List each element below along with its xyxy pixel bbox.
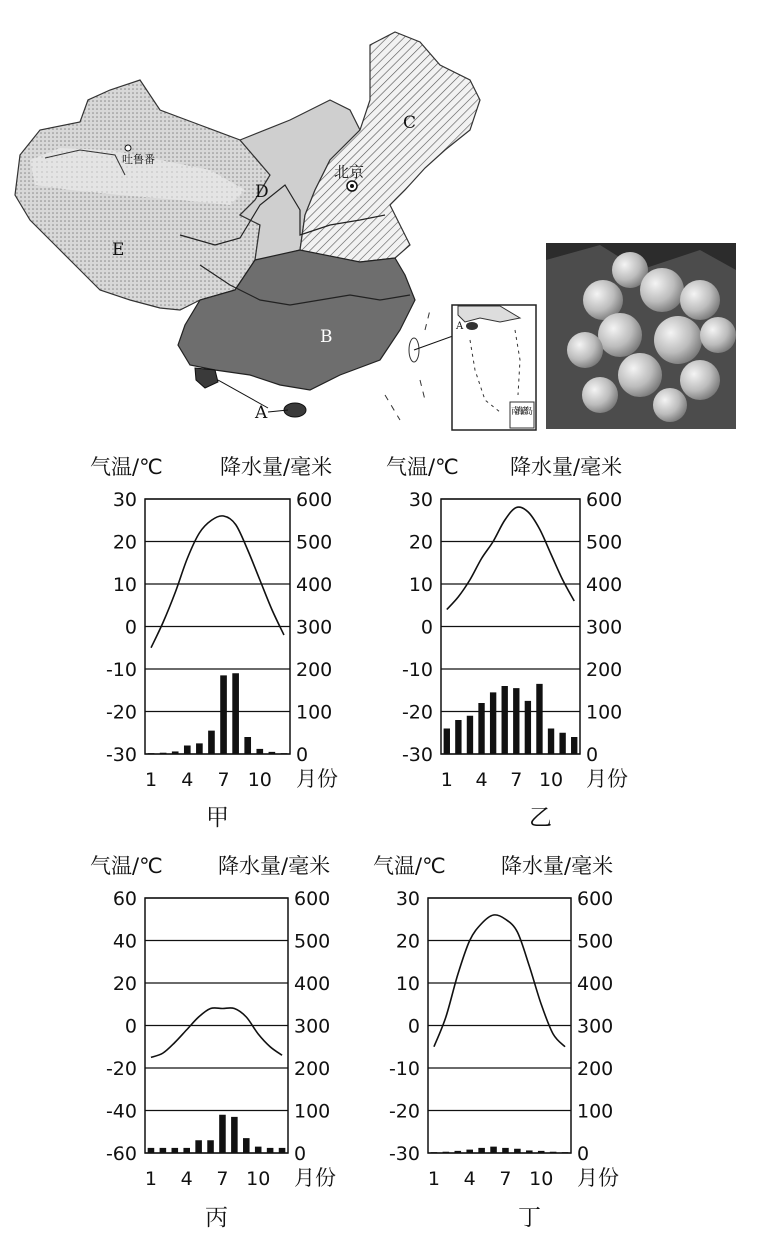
precip-bar — [172, 751, 179, 754]
region-a-area — [195, 368, 218, 388]
precip-bar — [431, 1152, 438, 1153]
precip-bar — [148, 753, 155, 754]
temp-tick-label: 0 — [124, 616, 137, 639]
precip-tick-label: 600 — [577, 888, 614, 910]
orange-photo — [546, 243, 736, 429]
precip-bar — [172, 1148, 179, 1153]
precip-axis-title: 降水量/毫米 — [501, 854, 614, 878]
temperature-line — [151, 516, 284, 648]
precip-tick-label: 200 — [296, 659, 333, 681]
precip-bar — [443, 1152, 450, 1153]
month-tick-label: 4 — [180, 1168, 193, 1190]
month-tick-label: 7 — [217, 769, 230, 791]
precip-bar — [184, 746, 191, 755]
precip-tick-label: 0 — [586, 744, 599, 766]
precip-bar — [513, 688, 519, 754]
month-axis-title: 月份 — [586, 767, 628, 791]
precip-tick-label: 500 — [296, 531, 333, 554]
region-label-a: A — [255, 403, 268, 423]
temp-tick-label: 0 — [420, 616, 433, 639]
temp-tick-label: 10 — [408, 574, 433, 596]
temperature-line — [447, 507, 574, 609]
climate-chart-2 — [386, 455, 628, 831]
temp-tick-label: 30 — [408, 489, 433, 511]
precip-bar — [232, 673, 239, 754]
precip-bar — [196, 743, 203, 754]
chart-caption: 乙 — [529, 805, 552, 831]
turpan-marker — [125, 145, 131, 151]
climate-charts — [90, 455, 628, 1231]
month-tick-label: 1 — [144, 1168, 158, 1190]
precip-axis-title: 降水量/毫米 — [218, 854, 331, 878]
inset-label-a: A — [456, 321, 464, 332]
month-tick-label: 10 — [246, 1168, 271, 1190]
climate-chart-1 — [90, 455, 338, 831]
precip-bar — [207, 1140, 214, 1153]
precip-bar — [267, 1148, 274, 1153]
precip-tick-label: 0 — [577, 1143, 590, 1165]
region-label-d: D — [255, 182, 269, 202]
precip-tick-label: 300 — [577, 1015, 614, 1038]
region-label-c: C — [403, 113, 417, 133]
temp-tick-label: 20 — [112, 973, 137, 995]
precip-tick-label: 600 — [586, 489, 623, 511]
temp-tick-label: -30 — [401, 744, 433, 766]
precip-bar — [195, 1140, 202, 1153]
temp-tick-label: 10 — [112, 574, 137, 596]
temp-tick-label: 30 — [112, 489, 137, 511]
precip-tick-label: 100 — [577, 1100, 614, 1123]
month-tick-label: 4 — [475, 769, 488, 791]
temp-tick-label: 20 — [395, 930, 420, 953]
temp-tick-label: -30 — [388, 1143, 420, 1165]
precip-tick-label: 300 — [294, 1015, 331, 1038]
precip-bar — [502, 686, 508, 754]
month-axis-title: 月份 — [296, 767, 338, 791]
precip-tick-label: 500 — [577, 930, 614, 953]
precip-bar — [514, 1149, 521, 1153]
precip-bar — [444, 729, 450, 755]
temp-tick-label: -40 — [105, 1100, 137, 1123]
precip-bar — [538, 1151, 545, 1153]
precip-bar — [571, 737, 577, 754]
temperature-line — [151, 1008, 282, 1058]
precip-tick-label: 600 — [294, 888, 331, 910]
precip-tick-label: 0 — [294, 1143, 307, 1165]
precip-bar — [466, 1150, 473, 1153]
temp-tick-label: -20 — [388, 1100, 420, 1123]
precip-bar — [536, 684, 542, 754]
chart-caption: 丁 — [518, 1205, 541, 1231]
beijing-label: 北京 — [334, 163, 365, 181]
precip-bar — [220, 675, 227, 754]
precip-bar — [455, 720, 461, 754]
precip-tick-label: 200 — [577, 1058, 614, 1080]
precip-bar — [467, 716, 473, 754]
temp-tick-label: -20 — [105, 1058, 137, 1080]
precip-bar — [502, 1148, 509, 1153]
turpan-label: 吐鲁番 — [122, 153, 155, 166]
month-tick-label: 1 — [427, 1168, 441, 1190]
precip-bar — [525, 701, 531, 754]
precip-tick-label: 600 — [296, 489, 333, 511]
month-tick-label: 7 — [216, 1168, 229, 1190]
leader-line-a-1 — [218, 380, 268, 408]
precip-axis-title: 降水量/毫米 — [220, 455, 333, 479]
chart-caption: 甲 — [206, 805, 229, 831]
month-tick-label: 7 — [499, 1168, 512, 1190]
south-china-sea-inset — [452, 305, 536, 430]
china-map — [15, 32, 525, 423]
month-axis-title: 月份 — [577, 1166, 619, 1190]
precip-tick-label: 200 — [294, 1058, 331, 1080]
precip-tick-label: 300 — [296, 616, 333, 639]
inset-caption: 南海诸岛 — [511, 407, 533, 417]
region-label-e: E — [112, 240, 125, 260]
month-tick-label: 4 — [181, 769, 194, 791]
month-tick-label: 10 — [538, 769, 564, 791]
precip-tick-label: 200 — [586, 659, 623, 681]
temp-tick-label: -10 — [388, 1058, 420, 1080]
month-axis-title: 月份 — [294, 1166, 336, 1190]
precip-bar — [148, 1148, 155, 1153]
precip-tick-label: 500 — [294, 930, 331, 953]
precip-bar — [269, 752, 276, 754]
precip-bar — [490, 1147, 497, 1153]
inset-region-a — [466, 322, 478, 330]
temp-axis-title: 气温/℃ — [90, 854, 163, 878]
temp-tick-label: 0 — [407, 1015, 420, 1038]
chart-caption: 丙 — [205, 1205, 228, 1231]
precip-bar — [183, 1148, 190, 1153]
precip-bar — [550, 1152, 557, 1153]
precip-bar — [244, 737, 251, 754]
precip-bar — [160, 1148, 167, 1153]
precip-bar — [526, 1150, 533, 1153]
beijing-marker-dot — [350, 184, 354, 188]
precip-bar — [231, 1117, 238, 1153]
precip-tick-label: 100 — [296, 701, 333, 724]
precip-bar — [256, 749, 263, 754]
temperature-line — [434, 915, 565, 1047]
precip-tick-label: 300 — [586, 616, 623, 639]
temp-tick-label: 0 — [124, 1015, 137, 1038]
precip-bar — [279, 1148, 286, 1153]
temp-tick-label: 30 — [395, 888, 420, 910]
precip-tick-label: 400 — [296, 574, 333, 596]
precip-bar — [243, 1138, 250, 1153]
precip-axis-title: 降水量/毫米 — [510, 455, 623, 479]
precip-tick-label: 100 — [586, 701, 623, 724]
precip-tick-label: 0 — [296, 744, 309, 766]
temp-tick-label: -30 — [105, 744, 137, 766]
month-tick-label: 1 — [144, 769, 158, 791]
month-tick-label: 10 — [247, 769, 272, 791]
temp-tick-label: 20 — [112, 531, 137, 554]
climate-chart-4 — [373, 854, 619, 1231]
precip-bar — [548, 729, 554, 755]
precip-bar — [208, 731, 215, 754]
month-tick-label: 7 — [510, 769, 523, 791]
month-tick-label: 4 — [463, 1168, 476, 1190]
precip-bar — [562, 1152, 569, 1153]
temp-axis-title: 气温/℃ — [90, 455, 163, 479]
precip-bar — [160, 753, 167, 754]
temp-tick-label: 60 — [112, 888, 137, 910]
precip-bar — [478, 703, 484, 754]
precip-tick-label: 400 — [586, 574, 623, 596]
temp-tick-label: -20 — [401, 701, 433, 724]
precip-tick-label: 400 — [294, 973, 331, 995]
precip-bar — [478, 1148, 485, 1153]
precip-tick-label: 400 — [577, 973, 614, 995]
climate-chart-3 — [90, 854, 336, 1231]
temp-tick-label: 20 — [408, 531, 433, 554]
month-tick-label: 10 — [529, 1168, 554, 1190]
precip-bar — [559, 733, 565, 754]
temp-tick-label: 10 — [395, 973, 420, 995]
month-tick-label: 1 — [440, 769, 453, 791]
temp-axis-title: 气温/℃ — [373, 854, 446, 878]
precip-bar — [490, 692, 496, 754]
precip-bar — [219, 1115, 226, 1153]
temp-tick-label: -60 — [105, 1143, 137, 1165]
temp-tick-label: 40 — [112, 930, 137, 953]
precip-bar — [281, 753, 288, 754]
temp-axis-title: 气温/℃ — [386, 455, 459, 479]
temp-tick-label: -20 — [105, 701, 137, 724]
region-label-b: B — [320, 327, 333, 347]
temp-tick-label: -10 — [401, 659, 433, 681]
precip-bar — [455, 1151, 462, 1153]
precip-tick-label: 100 — [294, 1100, 331, 1123]
temp-tick-label: -10 — [105, 659, 137, 681]
precip-bar — [255, 1147, 262, 1153]
precip-tick-label: 500 — [586, 531, 623, 554]
